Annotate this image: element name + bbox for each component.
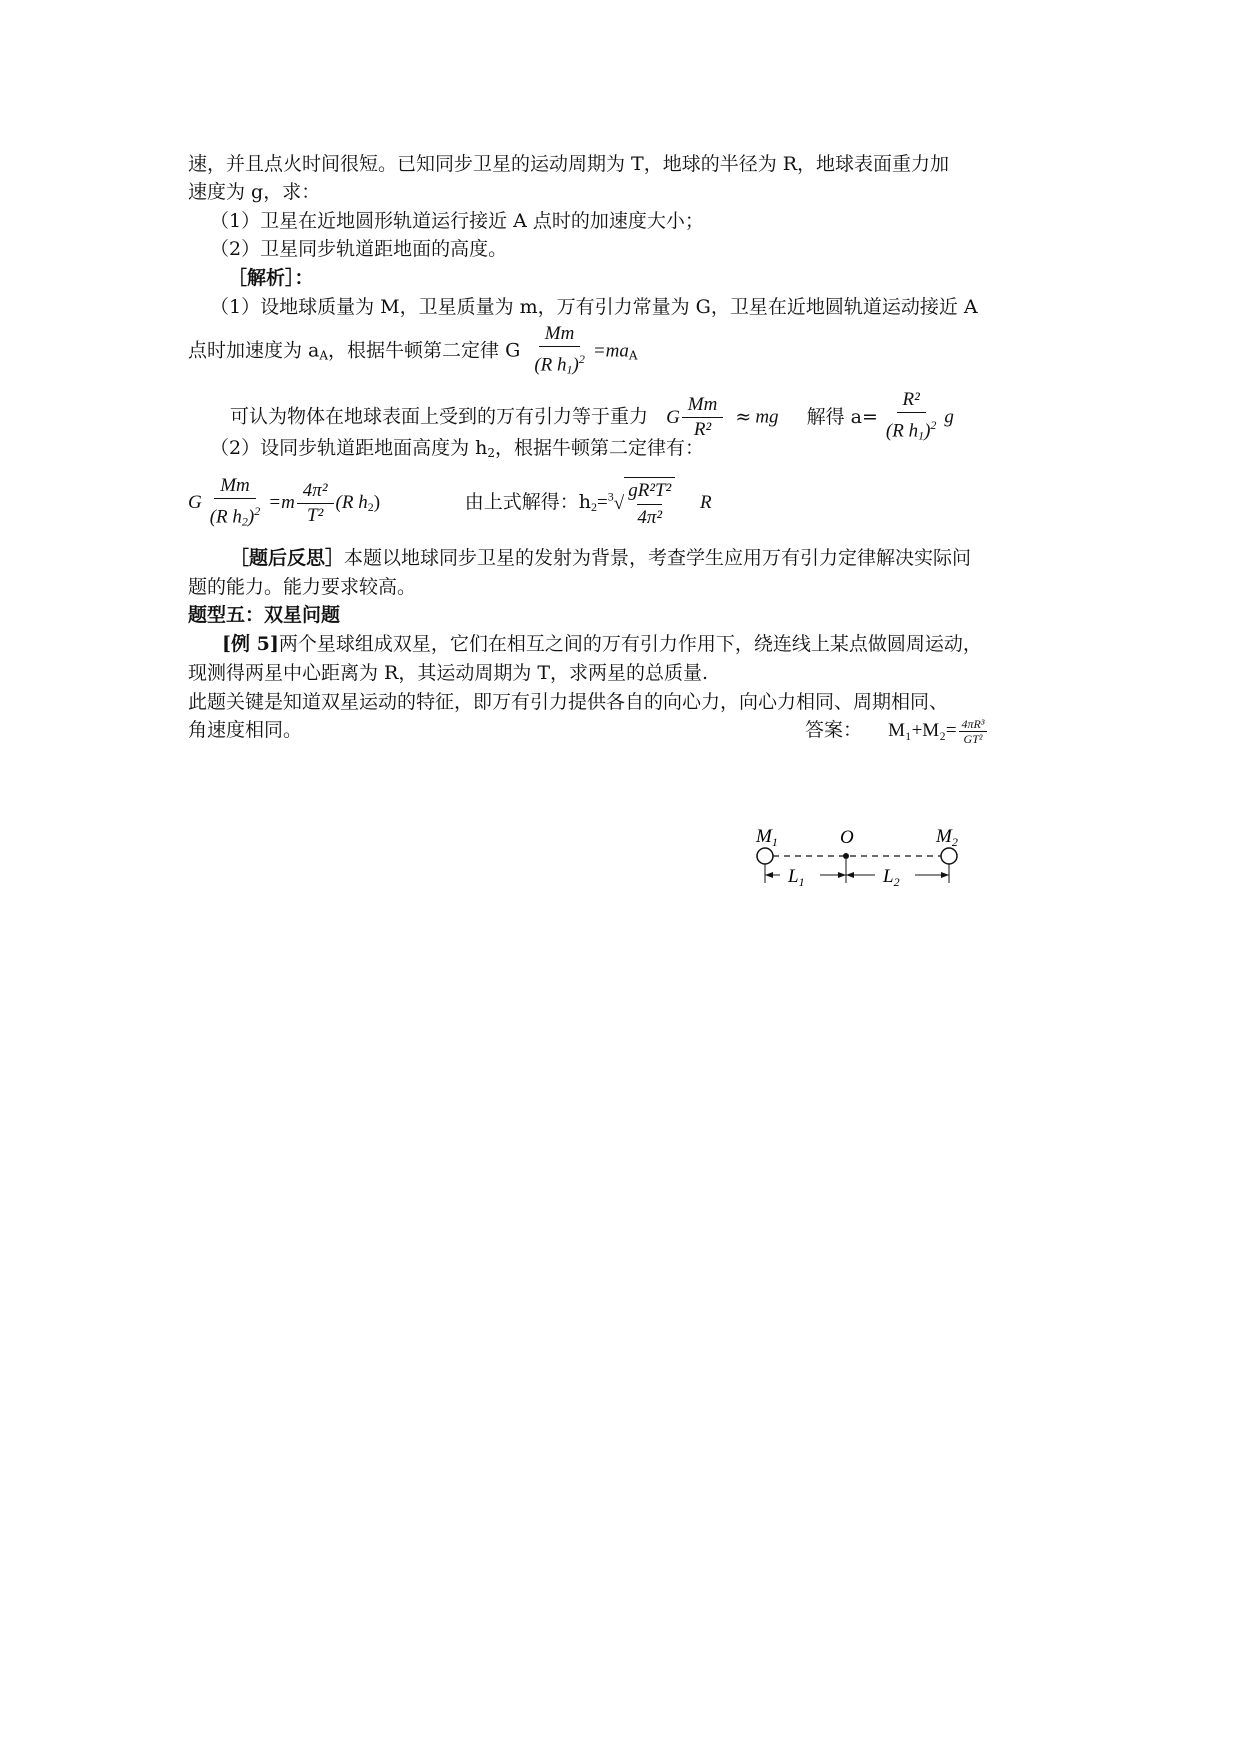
- approx-symbol: ≈: [735, 405, 752, 428]
- example-5-line-1: [222, 630, 982, 658]
- l2-arrow-right-head: [941, 872, 949, 878]
- eq4-denominator-2: T²: [307, 505, 324, 527]
- answer-lhs: M₁+M₂=: [888, 720, 957, 741]
- eq3-den-text: (R h: [885, 420, 919, 442]
- question-2: （2）卫星同步轨道距地面的高度。: [210, 238, 508, 260]
- answer-denominator: GT²: [963, 731, 983, 746]
- eq1-den-sup: 2: [578, 352, 585, 366]
- eq1-numerator: Mm: [539, 322, 581, 347]
- answer-label: 答案：: [805, 719, 863, 741]
- reflection-text-1: 本题以地球同步卫星的发射为背景，考查学生应用万有引力定律解决实际问: [344, 547, 972, 569]
- subscript-a: A: [319, 348, 329, 363]
- key-line-2: 角速度相同。: [188, 719, 303, 741]
- equation-4: G $\frac{Mm}{(R h_2)^2}$ =m $\frac{\text{4π²}}{\text{T²}}$ (R $h_2$) 由上式解得：$h_2=^3√$ $\frac{\text{gR²T²}}{\text{4π²}}$ R: [188, 474, 712, 533]
- eq4-r: R: [700, 492, 712, 514]
- m1-label: $M_1$: [756, 826, 778, 849]
- eq3-den-sup: 2: [930, 418, 937, 432]
- equation-1-fraction: [528, 322, 591, 381]
- eq4-g: G: [188, 492, 202, 514]
- answer-numerator: 4πR³: [959, 717, 988, 732]
- eq4-equals: =m: [268, 492, 295, 514]
- eq1-den-sub: 1: [566, 362, 573, 377]
- example-5-label: [例 5]: [222, 633, 279, 655]
- eq3-fraction: [880, 388, 943, 447]
- center-point-o: [843, 853, 849, 859]
- example-5-text-1: 两个星球组成双星，它们在相互之间的万有引力作用下，绕连线上某点做圆周运动，: [278, 633, 982, 655]
- equation-1-rhs: =ma: [592, 340, 629, 362]
- solve-text: 解得 a=: [806, 405, 878, 428]
- solution-2-sub: 2: [487, 446, 496, 460]
- eq2-rhs: mg: [755, 406, 779, 428]
- eq4-tail-sub: 2: [367, 500, 374, 515]
- o-label: O: [840, 827, 854, 848]
- eq4-solve-text: 由上式解得：h: [464, 491, 592, 514]
- problem-line-1: 速，并且点火时间很短。已知同步卫星的运动周期为 T，地球的半径为 R，地球表面重力加: [188, 153, 950, 175]
- solution-2-tail: ，根据牛顿第二定律有：: [495, 437, 705, 459]
- eq4-den-sub: 2: [241, 514, 248, 529]
- solution-1-text-mid: ，根据牛顿第二定律 G: [328, 339, 521, 362]
- solution-2-text: （2）设同步轨道距地面高度为 h: [210, 437, 488, 459]
- reflection-label: ［题后反思］: [230, 547, 345, 569]
- eq4-numerator: Mm: [214, 474, 256, 499]
- l1-arrow-right-head: [838, 872, 846, 878]
- section-heading-type5: 题型五：双星问题: [188, 604, 341, 626]
- star-m1-circle: [757, 848, 773, 864]
- solution-1-line-a: （1）设地球质量为 M，卫星质量为 m，万有引力常量为 G，卫星在近地圆轨道运动接近 A: [210, 296, 978, 318]
- solution-1-text: 点时加速度为 a: [188, 339, 320, 362]
- eq2-g: G: [666, 406, 680, 428]
- eq2-denominator: R²: [693, 419, 712, 441]
- l2-arrow-left-head: [846, 872, 854, 878]
- cube-root-radicand: [624, 477, 675, 531]
- root-numerator: gR²T²: [628, 479, 672, 501]
- l2-label: $L_2$: [883, 866, 900, 889]
- eq4-den-text: (R h: [209, 506, 242, 528]
- eq4-den-sup: 2: [254, 504, 261, 518]
- eq3-den-sub: 1: [918, 428, 925, 443]
- reflection-line-1: [230, 544, 971, 572]
- eq3-numerator: R²: [897, 388, 926, 413]
- star-m2-circle: [941, 848, 957, 864]
- solution-2-line: [210, 434, 704, 467]
- analysis-heading: ［解析］：: [228, 267, 314, 289]
- cube-root: √ $\frac{\text{gR²T²}}{\text{4π²}}$: [614, 477, 676, 531]
- eq3-denominator: (R $h_1)^2$: [885, 418, 937, 443]
- l1-label: $L_1$: [788, 866, 805, 889]
- l1-arrow-left-head: [765, 872, 773, 878]
- reflection-line-2: 题的能力。能力要求较高。: [188, 576, 417, 598]
- eq2-numerator: Mm: [682, 393, 724, 418]
- m2-label: $M_2$: [936, 826, 958, 849]
- binary-star-diagram: [750, 815, 980, 905]
- eq4-fraction-2: [297, 479, 334, 528]
- root-denominator: 4π²: [637, 504, 662, 531]
- solution-1-line-b: [188, 322, 638, 381]
- eq3-tail: g: [944, 406, 954, 428]
- eq4-tail: (R h: [335, 492, 368, 514]
- key-line-1: 此题关键是知道双星运动的特征，即万有引力提供各自的向心力，向心力相同、周期相同、: [188, 691, 949, 713]
- example-5-line-2: 现测得两星中心距离为 R，其运动周期为 T，求两星的总质量.: [188, 662, 709, 684]
- eq1-denominator: (R $h_1)^2$: [534, 352, 585, 377]
- eq1-rhs-sub: A: [628, 348, 638, 363]
- problem-line-2: 速度为 g，求：: [188, 181, 321, 203]
- gravity-text: 可认为物体在地球表面上受到的万有引力等于重力: [230, 405, 649, 428]
- answer-fraction: [959, 717, 988, 746]
- eq4-fraction-1: [204, 474, 267, 533]
- eq4-denominator: (R $h_2)^2$: [209, 504, 261, 529]
- eq4-numerator-2: 4π²: [297, 479, 334, 504]
- eq4-solve-sub: 2: [591, 500, 598, 515]
- answer: [805, 716, 989, 746]
- root-index: 3: [607, 489, 614, 504]
- eq1-den-text: (R h: [534, 354, 567, 376]
- question-1: （1）卫星在近地圆形轨道运行接近 A 点时的加速度大小；: [210, 210, 704, 232]
